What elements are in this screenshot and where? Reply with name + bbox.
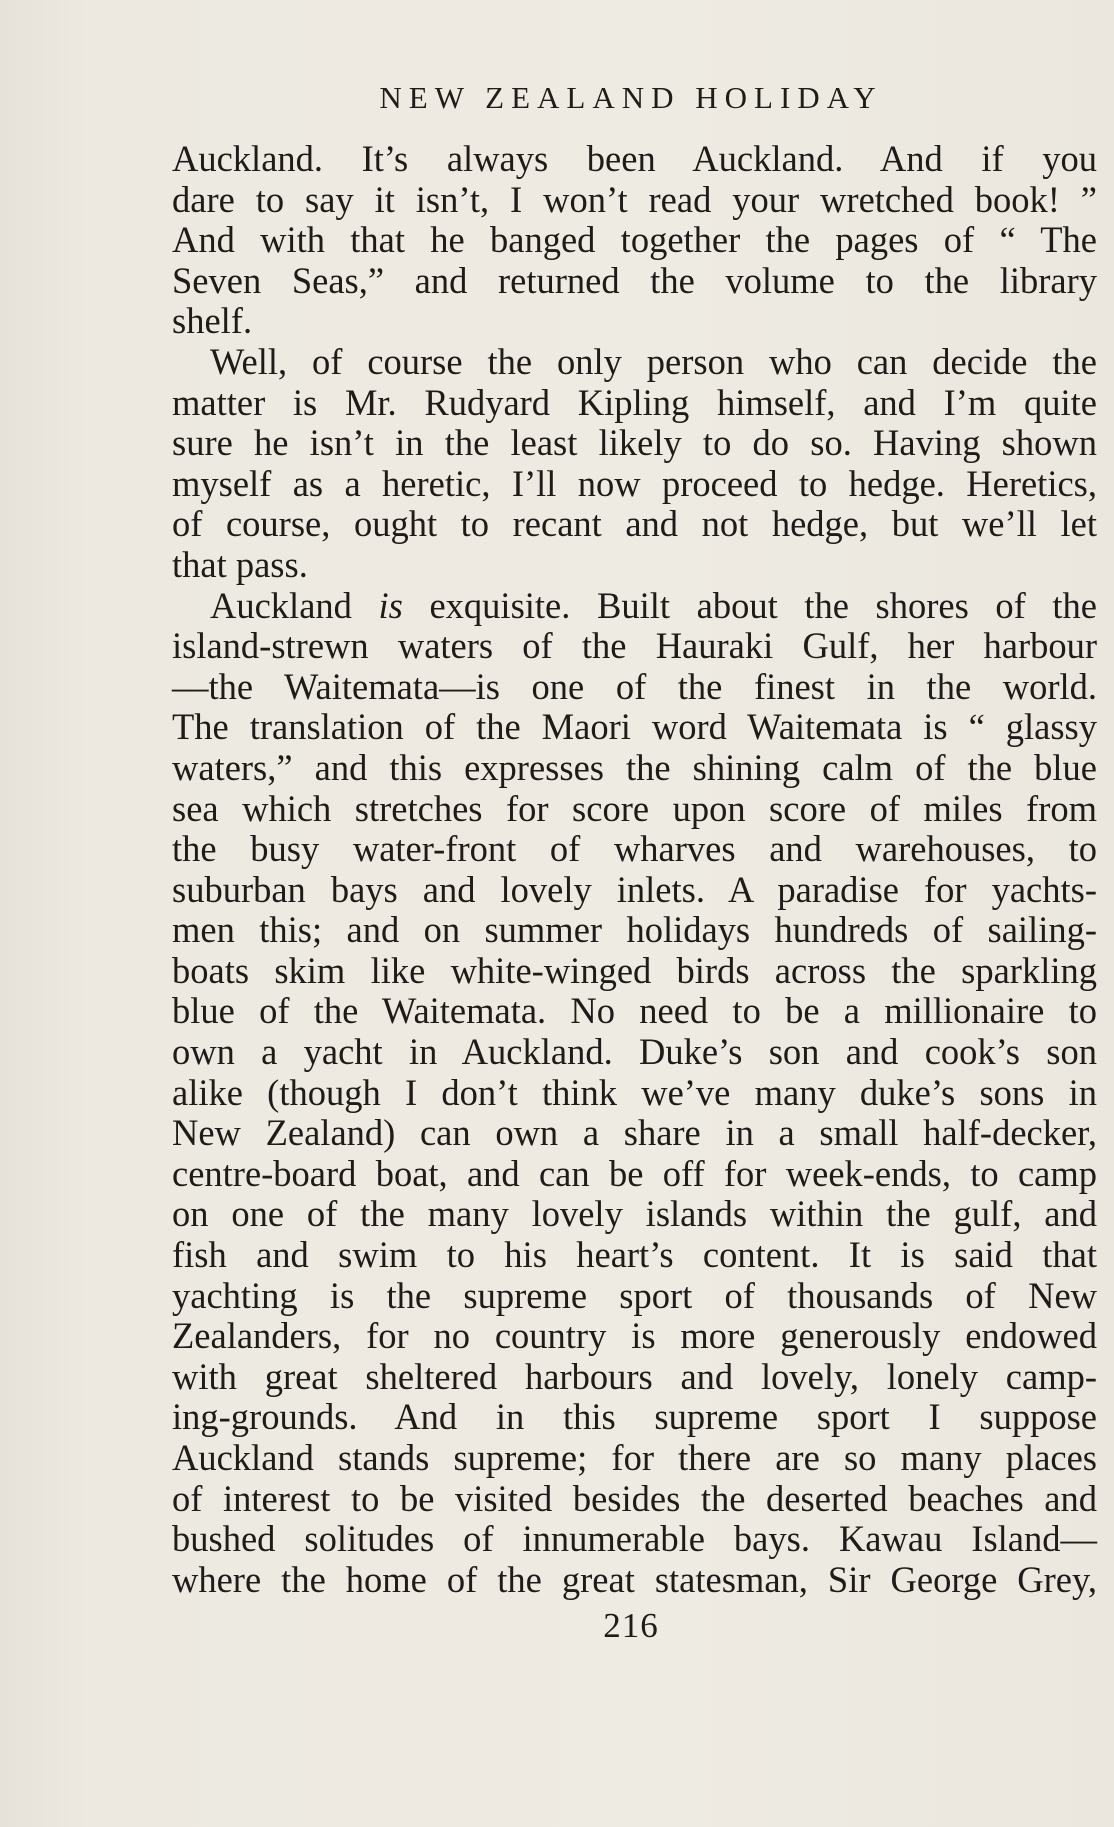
- text-line: blue of the Waitemata. No need to be a millionaire to: [172, 990, 1097, 1032]
- text-line: island-strewn waters of the Hauraki Gulf, her harbour: [172, 625, 1097, 667]
- text-line: sea which stretches for score upon score of miles from: [172, 787, 1097, 829]
- text-line: New Zealand) can own a share in a small half-decker,: [172, 1112, 1097, 1154]
- text-line: Zealanders, for no country is more generously endowed: [172, 1315, 1097, 1357]
- text-line: —the Waitemata—is one of the finest in the world.: [172, 665, 1097, 707]
- text-line: yachting is the supreme sport of thousands of New: [172, 1274, 1097, 1316]
- text-line: own a yacht in Auckland. Duke’s son and cook’s son: [172, 1031, 1097, 1073]
- text-line: shelf.: [172, 300, 253, 342]
- text-line: where the home of the great statesman, Sir George Grey,: [172, 1558, 1097, 1600]
- text-line: centre-board boat, and can be off for week-ends, to camp: [172, 1152, 1097, 1194]
- text-line: sure he isn’t in the least likely to do so. Having shown: [172, 422, 1097, 464]
- text-line: matter is Mr. Rudyard Kipling himself, and I’m quite: [172, 381, 1097, 423]
- text-line: dare to say it isn’t, I won’t read your wretched book! ”: [172, 178, 1097, 220]
- text-line: of interest to be visited besides the deserted beaches and: [172, 1477, 1097, 1519]
- text-line: Auckland stands supreme; for there are so many places: [172, 1437, 1097, 1478]
- text-line: Auckland is exquisite. Built about the shores of the: [210, 584, 1097, 626]
- emphasis: is: [378, 584, 403, 626]
- text-line: with great sheltered harbours and lovely, lonely camp-: [172, 1355, 1097, 1397]
- text-line: Well, of course the only person who can decide the: [210, 340, 1097, 382]
- body-text: [172, 139, 1097, 1600]
- text-line: boats skim like white-winged birds across the sparkling: [172, 949, 1097, 991]
- text-line: on one of the many lovely islands within the gulf, and: [172, 1193, 1097, 1235]
- text-line: And with that he banged together the pages of “ The: [172, 219, 1097, 261]
- text-line: Seven Seas,” and returned the volume to the library: [172, 259, 1097, 301]
- text-line: suburban bays and lovely inlets. A paradise for yachts-: [172, 868, 1097, 910]
- text-line: ing-grounds. And in this supreme sport I suppose: [172, 1396, 1097, 1438]
- running-head: NEW ZEALAND HOLIDAY: [379, 80, 883, 115]
- page-number: 216: [603, 1606, 659, 1645]
- text-line: the busy water-front of wharves and warehouses, to: [172, 828, 1097, 870]
- text-line: Auckland. It’s always been Auckland. And if you: [172, 138, 1097, 179]
- text-line: that pass.: [172, 543, 308, 585]
- text-line: waters,” and this expresses the shining calm of the blue: [172, 746, 1097, 788]
- text-line: bushed solitudes of innumerable bays. Kawau Island—: [172, 1518, 1097, 1560]
- text-line: alike (though I don’t think we’ve many duke’s sons in: [172, 1071, 1097, 1113]
- text-line: fish and swim to his heart’s content. It is said that: [172, 1234, 1097, 1276]
- text-line: men this; and on summer holidays hundreds of sailing-: [172, 909, 1097, 951]
- text-line: myself as a heretic, I’ll now proceed to hedge. Heretics,: [172, 462, 1097, 504]
- text-line: of course, ought to recant and not hedge, but we’ll let: [172, 503, 1097, 545]
- text-line: The translation of the Maori word Waitemata is “ glassy: [172, 706, 1097, 748]
